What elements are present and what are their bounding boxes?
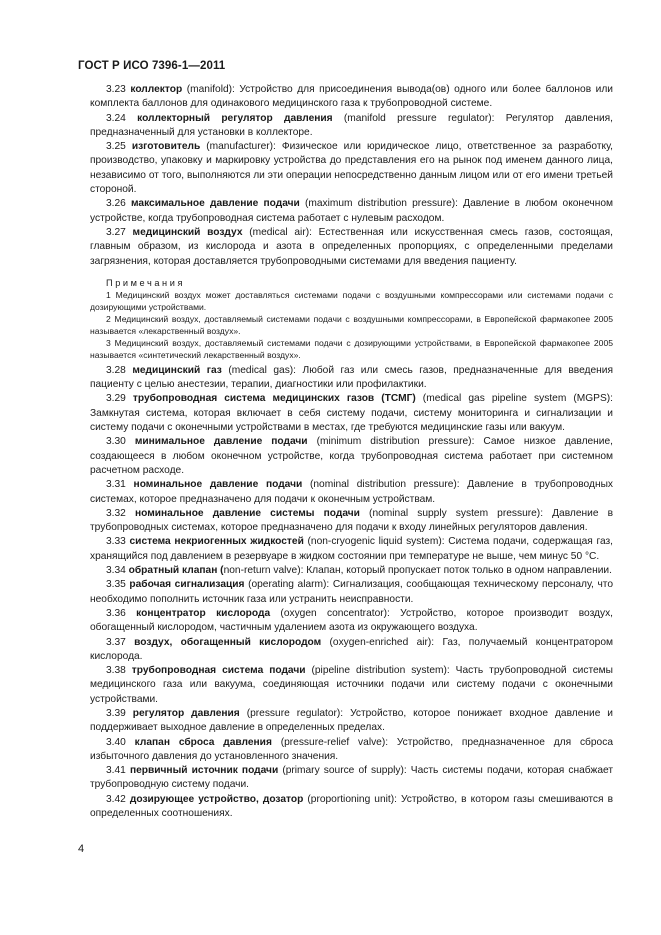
entry-number: 3.31 <box>106 479 126 491</box>
entry-number: 3.39 <box>106 707 126 719</box>
definition-entry <box>90 197 613 226</box>
entry-definition: (medical air): Естественная или искусственная смесь газов, состоящая, главным образом, из кислорода и азота в определенных пропорциях, с определенными пределами загрязнения, которая доставляется трубопроводными системами для введения пациенту. <box>90 226 613 267</box>
note-item: 3 Медицинский воздух, доставляемый системами подачи с дозирующими устройствами, в Европейской фармакопее 2005 называется «синтетический лекарственный воздух». <box>90 337 613 360</box>
entry-term: регулятор давления <box>132 707 240 719</box>
entry-definition: (operating alarm): Сигнализация, сообщающая техническому персоналу, что необходимо пополнить источник газа или устранить неисправности. <box>90 579 613 605</box>
entry-term: медицинский газ <box>132 364 222 376</box>
entry-number: 3.37 <box>106 636 126 648</box>
entry-definition: (proportioning unit): Устройство, в котором газы смешиваются в определенных соотношениях. <box>90 793 613 820</box>
definition-entry <box>90 112 613 141</box>
entry-term: воздух, обогащенный кислородом <box>134 636 322 648</box>
entry-number: 3.41 <box>106 765 126 777</box>
entry-number: 3.32 <box>106 507 126 519</box>
entry-definition: (oxygen-enriched air): Газ, получаемый концентратором кислорода. <box>90 636 613 662</box>
definition-entry <box>90 83 613 112</box>
definition-entry <box>90 478 613 507</box>
entry-definition: (pipeline distribution system): Часть трубопроводной системы медицинского газа или вакуума, соединяющая источники подачи или систему подачи с оконечными устройствами. <box>90 665 613 705</box>
definition-entry <box>90 364 613 393</box>
definition-entry <box>90 664 613 707</box>
entry-definition: (primary source of supply): Часть системы подачи, которая снабжает трубопроводную систему подачи. <box>90 765 613 791</box>
definition-entry <box>90 793 613 822</box>
entry-term: номинальное давление подачи <box>133 479 303 491</box>
entry-definition: (minimum distribution pressure): Самое низкое давление, создающееся в любом оконечном устройстве, когда трубопроводная система работает при системном расчетном расходе. <box>90 436 613 476</box>
definition-entry <box>90 736 613 765</box>
entry-definition: (medical gas pipeline system (MGPS): Замкнутая система, которая включает в себя систему подачи, систему мониторинга и сигнализации и систему подачи с оконечными устройствами в местах, где требуются медицинские газы или вакуум. <box>90 393 613 434</box>
definition-entry <box>90 140 613 197</box>
entry-term: система некриогенных жидкостей <box>129 536 304 548</box>
entry-definition: (pressure regulator): Устройство, которое понижает входное давление и поддерживает выходное давление в определенных пределах. <box>90 707 613 734</box>
entry-definition: (manufacturer): Физическое или юридическое лицо, ответственное за разработку, производство, упаковку и маркировку устройства до представления его на рынок под именем данного лица, независимо от того, выполняются ли эти операции непосредственно данным лицом или от его имени третьей стороной. <box>90 141 613 196</box>
entry-term: изготовитель <box>131 141 201 153</box>
entry-term: дозирующее устройство, дозатор <box>129 793 304 805</box>
entry-term: концентратор кислорода <box>136 607 271 619</box>
note-item: 1 Медицинский воздух может доставляться системами подачи с воздушными компрессорами или системами подачи с дозирующими устройствами. <box>90 289 613 312</box>
entry-definition: non-return valve): Клапан, который пропускает поток только в одном направлении. <box>223 565 612 577</box>
note-item: 2 Медицинский воздух, доставляемый системами подачи с воздушными компрессорами, в Европейской фармакопее 2005 называется «лекарственный воздух». <box>90 313 613 336</box>
entry-number: 3.23 <box>106 84 126 95</box>
entry-term: минимальное давление подачи <box>134 436 308 448</box>
notes-title: Примечания <box>106 277 186 288</box>
entry-term: клапан сброса давления <box>134 736 272 748</box>
entry-number: 3.28 <box>106 364 126 376</box>
entry-number: 3.25 <box>106 141 126 153</box>
entry-number: 3.27 <box>106 226 126 238</box>
entry-term: рабочая сигнализация <box>129 579 245 591</box>
entry-term: коллектор <box>130 84 183 95</box>
entry-number: 3.29 <box>106 393 126 405</box>
entry-number: 3.30 <box>106 436 126 448</box>
entry-number: 3.38 <box>106 665 126 677</box>
entry-definition: (nominal distribution pressure): Давление в трубопроводных системах, которое предназначено для подачи к оконечным устройствам. <box>90 479 613 505</box>
notes-block <box>90 277 613 361</box>
definition-entry <box>90 564 613 578</box>
definition-entry <box>90 535 613 564</box>
document-body <box>90 83 613 821</box>
entry-term: максимальное давление подачи <box>131 198 300 210</box>
entry-term: медицинский воздух <box>132 226 243 238</box>
entry-definition: (maximum distribution pressure): Давление в любом оконечном устройстве, когда трубопроводная система работает с нулевым расходом. <box>90 198 613 224</box>
entry-term: трубопроводная система медицинских газов (ТСМГ) <box>132 393 416 405</box>
definition-entry <box>90 226 613 269</box>
document-header: ГОСТ Р ИСО 7396-1—2011 <box>78 60 226 72</box>
entry-term: номинальное давление системы подачи <box>134 507 360 519</box>
entry-number: 3.42 <box>106 793 126 805</box>
entry-number: 3.33 <box>106 536 126 548</box>
entry-definition: (medical gas): Любой газ или смесь газов, предназначенные для введения пациенту с целью анестезии, терапии, диагностики или профилактики. <box>90 364 613 391</box>
definition-entry <box>90 607 613 636</box>
notes-list <box>90 289 613 361</box>
entry-term: первичный источник подачи <box>129 765 279 777</box>
definition-entry <box>90 707 613 736</box>
definition-entry <box>90 435 613 478</box>
entry-definition: (manifold): Устройство для присоединения вывода(ов) одного или более баллонов или комплекта баллонов для одинакового медицинского газа к трубопроводной системе. <box>90 84 613 110</box>
entry-number: 3.24 <box>106 112 126 124</box>
definition-entry <box>90 636 613 665</box>
page-number: 4 <box>78 843 85 855</box>
entry-number: 3.36 <box>106 607 126 619</box>
entry-term: обратный клапан ( <box>128 565 224 577</box>
entry-definition: (oxygen concentrator): Устройство, которое производит воздух, обогащенный кислородом, частичным удалением азота из окружающего воздуха. <box>90 607 613 634</box>
entry-definition: (nominal supply system pressure): Давление в трубопроводных системах, которое предназначено для подачи к входу линейных регуляторов давления. <box>90 507 614 534</box>
entry-number: 3.35 <box>106 579 126 591</box>
definitions-list-b <box>90 364 613 822</box>
entry-term: трубопроводная система подачи <box>131 665 306 677</box>
entry-number: 3.40 <box>106 736 126 748</box>
definition-entry <box>90 578 613 607</box>
entry-definition: (pressure-relief valve): Устройство, предназначенное для сброса избыточного давления до установленного значения. <box>90 736 613 762</box>
entry-definition: (manifold pressure regulator): Регулятор давления, предназначенный для установки в коллекторе. <box>90 112 614 138</box>
entry-number: 3.34 <box>106 565 126 577</box>
definition-entry <box>90 507 613 536</box>
definition-entry <box>90 764 613 793</box>
entry-definition: (non-cryogenic liquid system): Система подачи, содержащая газ, хранящийся под давлением в резервуаре в жидком состоянии при температуре не выше, чем минус 50 °C. <box>90 536 613 562</box>
definition-entry <box>90 392 613 435</box>
entry-number: 3.26 <box>106 198 126 210</box>
entry-term: коллекторный регулятор давления <box>137 112 333 124</box>
definitions-list-a <box>90 83 613 269</box>
